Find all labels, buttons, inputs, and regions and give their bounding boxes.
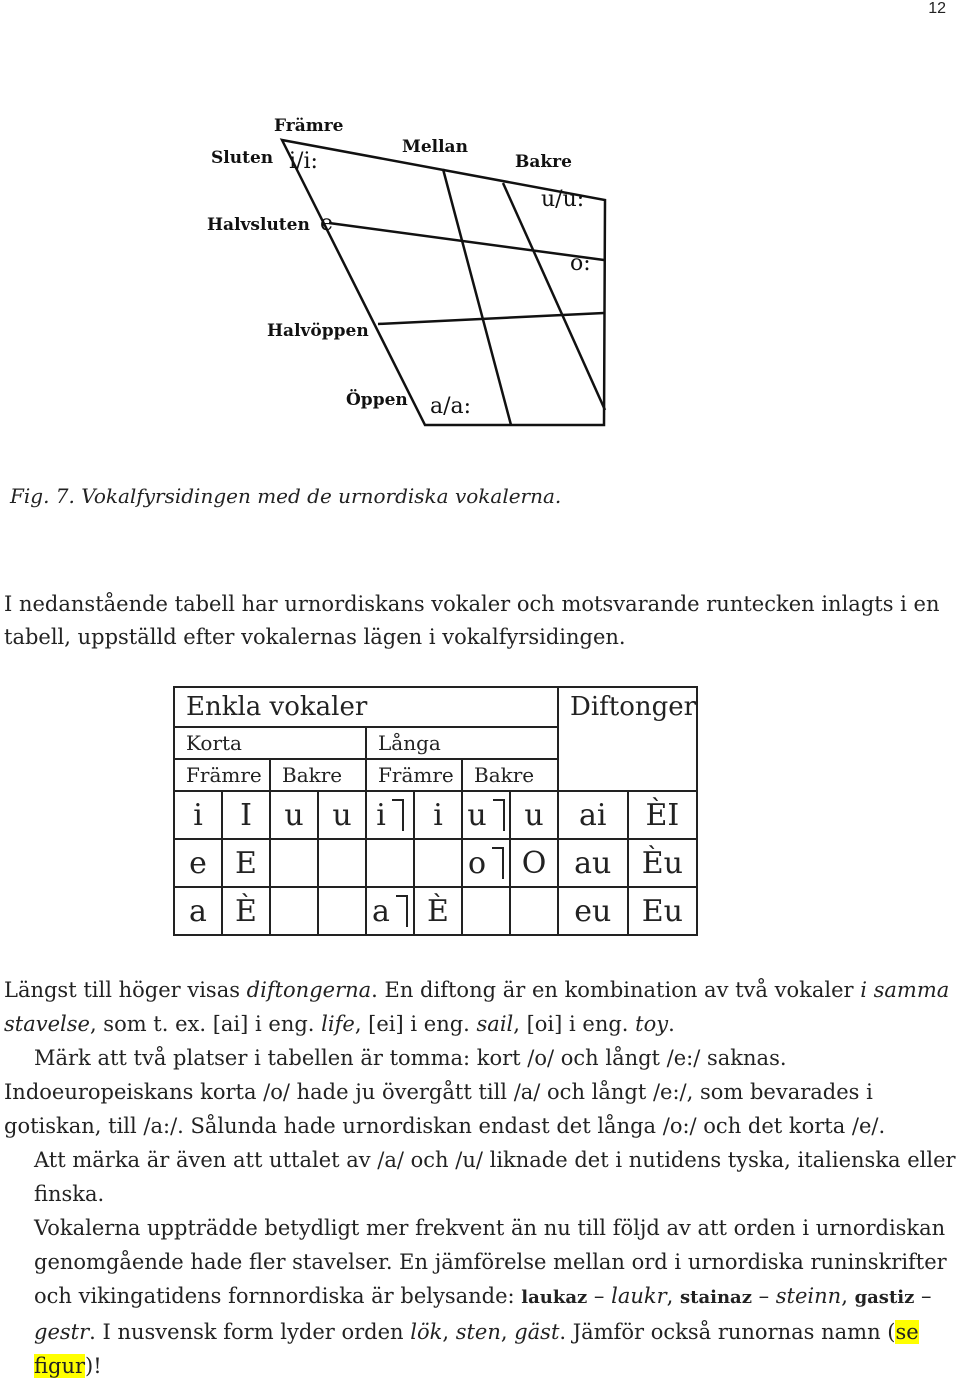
vowel-e: e bbox=[320, 211, 334, 236]
header-bakre-langa: Bakre bbox=[462, 759, 558, 791]
table-cell: Èu bbox=[628, 839, 698, 887]
header-enkla-vokaler: Enkla vokaler bbox=[174, 687, 558, 727]
paragraph-vokalfrekvens: Vokalerna uppträdde betydligt mer frekvent än nu till följd av att orden i urnordiskan genomgående hade fler stavelser. En jämförelse mellan ord i urnordiska runinskrifter och vikingatidens fornnordiska är belysande: laukaz – laukr, stainaz – steinn, gastiz – gestr. I nusvensk form lyder orden lök, sten, gäst. Jämför också runornas namn (se figur)! bbox=[34, 1216, 947, 1378]
vowel-a: a/a: bbox=[430, 394, 472, 419]
table-cell: È bbox=[222, 887, 270, 935]
table-row bbox=[174, 791, 697, 839]
table-cell: u bbox=[510, 791, 558, 839]
table-cell: a bbox=[366, 887, 414, 935]
table-cell bbox=[270, 887, 318, 935]
page-number: 12 bbox=[928, 0, 946, 17]
figure-link[interactable]: se figur bbox=[34, 1320, 919, 1378]
paragraph-tomma-platser: Märk att två platser i tabellen är tomma: kort /o/ och långt /e:/ saknas. bbox=[34, 1046, 787, 1070]
table-cell: i bbox=[366, 791, 414, 839]
label-halvoppen: Halvöppen bbox=[267, 321, 369, 341]
quadrilateral-lines bbox=[282, 140, 605, 425]
table-cell bbox=[414, 839, 462, 887]
paragraph-uttal: Att märka är även att uttalet av /a/ och /u/ liknade det i nutidens tyska, italienska eller finska. bbox=[34, 1148, 956, 1206]
table-cell: ai bbox=[558, 791, 628, 839]
label-mellan: Mellan bbox=[402, 137, 468, 157]
length-mark bbox=[392, 799, 404, 831]
table-cell: u bbox=[462, 791, 510, 839]
table-cell: i bbox=[414, 791, 462, 839]
vowel-quadrilateral-figure bbox=[0, 0, 960, 470]
length-mark bbox=[492, 847, 504, 879]
intro-paragraph: I nedanstående tabell har urnordiskans vokaler och motsvarande runtecken inlagts i en tabell, uppställd efter vokalernas lägen i vokalfyrsidingen. bbox=[4, 592, 940, 649]
header-framre-langa: Främre bbox=[366, 759, 462, 791]
table-cell: È bbox=[414, 887, 462, 935]
table-cell: u bbox=[270, 791, 318, 839]
header-korta: Korta bbox=[174, 727, 366, 759]
table-cell: O bbox=[510, 839, 558, 887]
body-text bbox=[4, 973, 956, 1383]
label-bakre: Bakre bbox=[515, 152, 572, 172]
header-framre-korta: Främre bbox=[174, 759, 270, 791]
length-mark bbox=[493, 799, 505, 831]
table-cell: I bbox=[222, 791, 270, 839]
table-row bbox=[174, 839, 697, 887]
vowel-u: u/u: bbox=[541, 187, 585, 212]
header-diftonger: Diftonger bbox=[558, 687, 697, 791]
table-cell: e bbox=[174, 839, 222, 887]
label-halvsluten: Halvsluten bbox=[207, 215, 310, 235]
paragraph-diftonger: Längst till höger visas diftongerna. En diftong är en kombination av två vokaler i samma stavelse, som t. ex. [ai] i eng. life, [ei] i eng. sail, [oi] i eng. toy. bbox=[4, 978, 950, 1036]
header-bakre-korta: Bakre bbox=[270, 759, 366, 791]
label-framre: Främre bbox=[274, 116, 344, 136]
header-langa: Långa bbox=[366, 727, 558, 759]
table-cell: a bbox=[174, 887, 222, 935]
table-cell: E bbox=[222, 839, 270, 887]
table-cell: Eu bbox=[628, 887, 698, 935]
table-cell bbox=[510, 887, 558, 935]
figure-caption: Fig. 7. Vokalfyrsidingen med de urnordiska vokalerna. bbox=[10, 484, 562, 508]
paragraph-indoeuropeiska: Indoeuropeiskans korta /o/ hade ju övergått till /a/ och långt /e:/, som bevarades i gotiskan, till /a:/. Sålunda hade urnordiskan endast det långa /o:/ och det korta /e/. bbox=[4, 1080, 886, 1138]
line-halvoppen bbox=[378, 313, 604, 324]
vowel-i: i/i: bbox=[289, 149, 318, 174]
table-cell bbox=[462, 887, 510, 935]
table-cell: ÈI bbox=[628, 791, 698, 839]
table-cell bbox=[318, 887, 366, 935]
table-cell bbox=[318, 839, 366, 887]
label-sluten: Sluten bbox=[211, 148, 274, 168]
line-mellan-left bbox=[443, 169, 511, 425]
table-cell bbox=[270, 839, 318, 887]
line-mellan-right bbox=[503, 183, 605, 410]
table-header-row bbox=[174, 687, 697, 727]
label-oppen: Öppen bbox=[346, 390, 408, 410]
vowel-o: o: bbox=[570, 251, 591, 276]
table-cell bbox=[366, 839, 414, 887]
table-cell: eu bbox=[558, 887, 628, 935]
table-cell: i bbox=[174, 791, 222, 839]
table-cell: u bbox=[318, 791, 366, 839]
vowel-table bbox=[173, 686, 698, 936]
table-cell: o bbox=[462, 839, 510, 887]
table-row bbox=[174, 887, 697, 935]
table-cell: au bbox=[558, 839, 628, 887]
length-mark bbox=[396, 895, 408, 927]
